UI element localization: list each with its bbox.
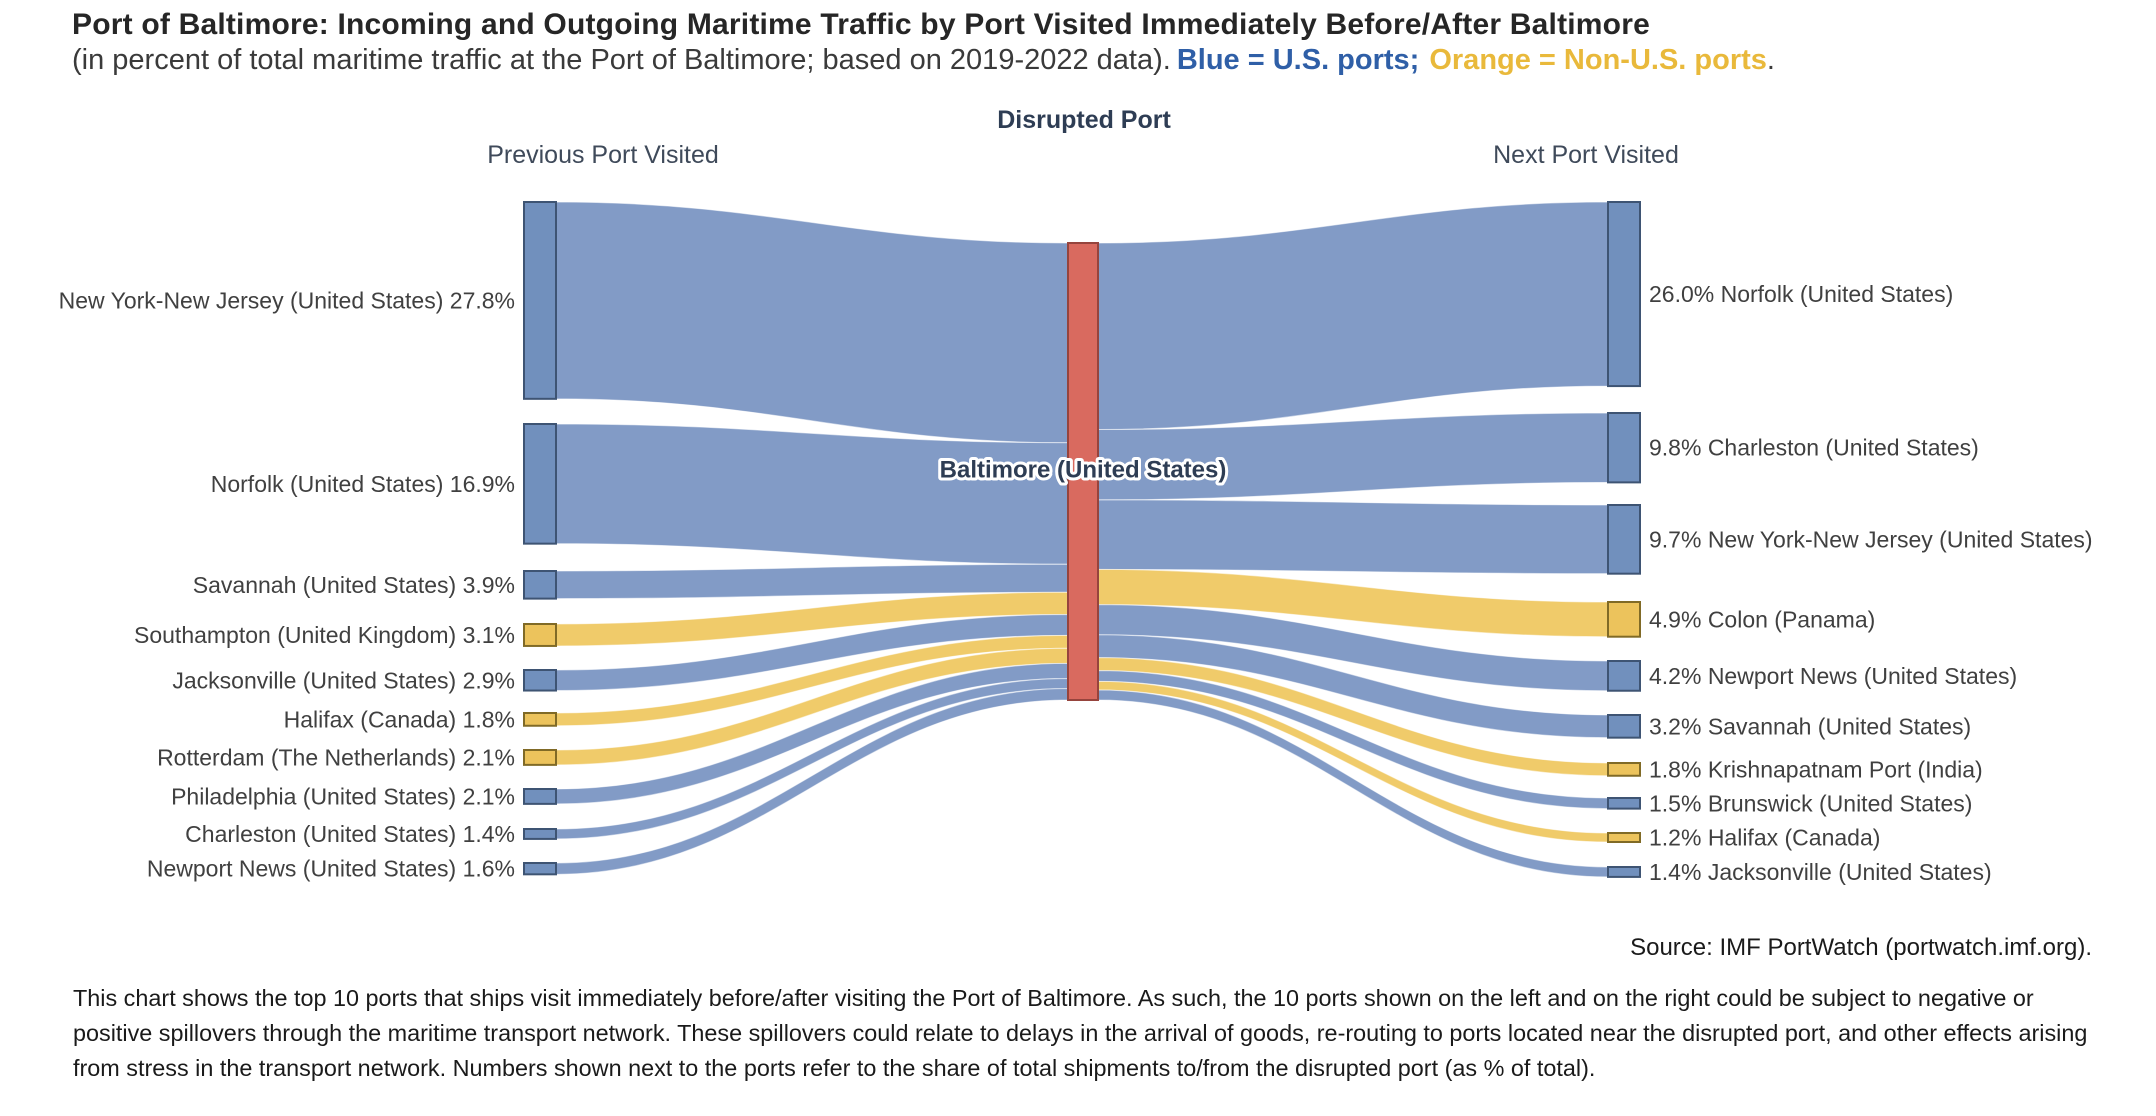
column-header-next-port: Next Port Visited [1493, 141, 1679, 169]
left-port-label: Newport News (United States) 1.6% [146, 855, 515, 882]
right-port-label: 4.9% Colon (Panama) [1649, 606, 1876, 633]
right-node-norfolk[interactable] [1608, 202, 1640, 386]
left-port-label: Halifax (Canada) 1.8% [283, 706, 515, 733]
left-node-new-york-new-jersey[interactable] [524, 202, 556, 399]
right-port-label: 1.8% Krishnapatnam Port (India) [1649, 756, 1983, 783]
left-node-rotterdam[interactable] [524, 750, 556, 765]
left-node-norfolk[interactable] [524, 424, 556, 544]
left-node-newport-news[interactable] [524, 863, 556, 874]
right-node-jacksonville[interactable] [1608, 867, 1640, 877]
flow-out-new-york-new-jersey [1098, 500, 1608, 574]
footnote-text: This chart shows the top 10 ports that ships visit immediately before/after visiting the Port of Baltimore. As such, the 10 ports shown on the left and on the right could be subject to negative or positive spillovers through the maritime transport network. These spillovers could relate to delays in the arrival of goods, re-routing to ports located near the disrupted port, and other effects arising from stress in the transport network. Numbers shown next to the ports refer to the share of total shipments to/from the disrupted port (as % of total). [73, 985, 2088, 1082]
flow-out-norfolk [1098, 202, 1608, 430]
left-port-label: Charleston (United States) 1.4% [185, 820, 515, 847]
subtitle-text: (in percent of total maritime traffic at the Port of Baltimore; based on 2019-2022 data). [72, 44, 1171, 76]
right-node-colon[interactable] [1608, 602, 1640, 637]
right-node-brunswick[interactable] [1608, 798, 1640, 809]
right-node-krishnapatnam-port[interactable] [1608, 763, 1640, 776]
right-port-label: 9.7% New York-New Jersey (United States) [1649, 526, 2093, 553]
right-node-halifax[interactable] [1608, 833, 1640, 842]
right-node-newport-news[interactable] [1608, 661, 1640, 691]
column-header-previous-port: Previous Port Visited [487, 141, 719, 169]
flow-in-new-york-new-jersey [556, 202, 1068, 443]
left-node-savannah[interactable] [524, 571, 556, 599]
right-node-new-york-new-jersey[interactable] [1608, 505, 1640, 574]
subtitle-period: . [1766, 44, 1775, 76]
right-port-label: 26.0% Norfolk (United States) [1649, 281, 1954, 308]
right-port-label: 4.2% Newport News (United States) [1649, 662, 2018, 689]
right-port-label: 9.8% Charleston (United States) [1649, 434, 1979, 461]
left-port-label: Southampton (United Kingdom) 3.1% [134, 621, 515, 648]
left-node-halifax[interactable] [524, 713, 556, 726]
source-note: Source: IMF PortWatch (portwatch.imf.org). [1630, 934, 2092, 961]
left-port-label: Rotterdam (The Netherlands) 2.1% [157, 744, 515, 771]
flow-in-norfolk [556, 424, 1068, 564]
chart-title: Port of Baltimore: Incoming and Outgoing Maritime Traffic by Port Visited Immediately Before/After Baltimore [72, 8, 1650, 41]
left-node-jacksonville[interactable] [524, 670, 556, 691]
right-node-savannah[interactable] [1608, 715, 1640, 738]
legend-blue-text: Blue = U.S. ports; [1176, 44, 1420, 76]
legend-orange-text: Orange = Non-U.S. ports [1429, 44, 1767, 76]
left-port-label: Philadelphia (United States) 2.1% [171, 783, 515, 810]
right-port-label: 1.4% Jacksonville (United States) [1649, 858, 1992, 885]
left-node-southampton[interactable] [524, 624, 556, 646]
left-port-label: Savannah (United States) 3.9% [192, 571, 515, 598]
right-port-label: 3.2% Savannah (United States) [1649, 713, 1972, 740]
left-port-label: Jacksonville (United States) 2.9% [172, 667, 515, 694]
center-node-label: Baltimore (United States) [939, 456, 1227, 484]
left-port-label: Norfolk (United States) 16.9% [210, 470, 515, 497]
left-node-charleston[interactable] [524, 829, 556, 839]
left-port-label: New York-New Jersey (United States) 27.8% [58, 287, 515, 314]
column-header-disrupted-port: Disrupted Port [997, 106, 1171, 134]
right-port-label: 1.5% Brunswick (United States) [1649, 790, 1973, 817]
left-node-philadelphia[interactable] [524, 789, 556, 804]
right-node-charleston[interactable] [1608, 413, 1640, 482]
right-port-label: 1.2% Halifax (Canada) [1649, 824, 1881, 851]
